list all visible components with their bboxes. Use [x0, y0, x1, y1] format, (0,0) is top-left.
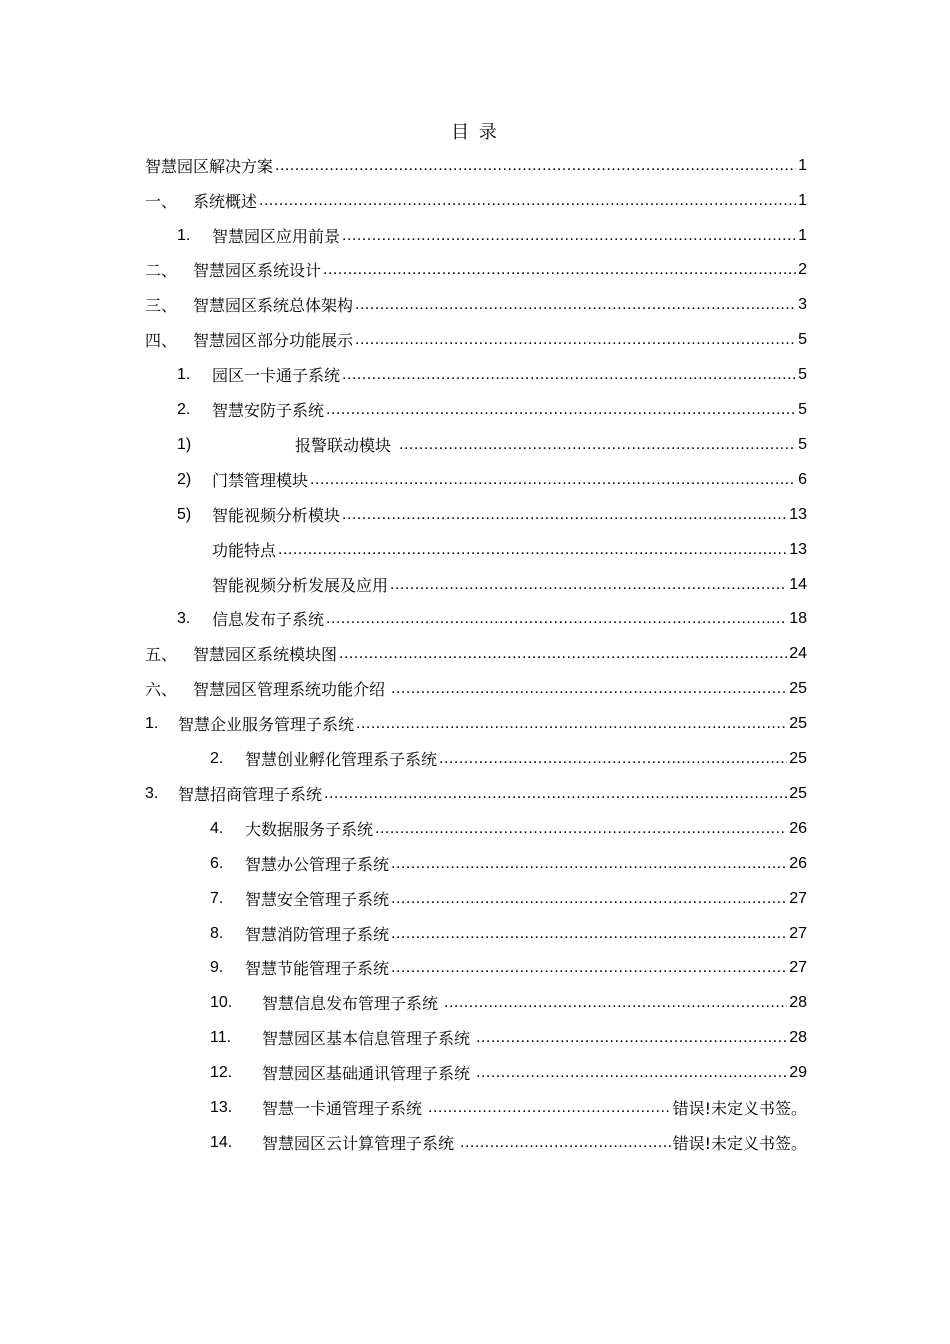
toc-entry-number: 6. — [210, 854, 224, 872]
toc-leader-dots — [439, 751, 787, 767]
toc-entry-title: 智慧园区应用前景 — [212, 227, 341, 246]
toc-entry-title: 园区一卡通子系统 — [212, 366, 341, 385]
toc-entry-number: 5) — [177, 505, 192, 523]
toc-entry-page: 13 — [789, 540, 807, 558]
toc-entry-number: 10. — [210, 993, 233, 1011]
toc-entry-title: 智慧园区基础通讯管理子系统 — [262, 1064, 471, 1083]
toc-entry-number: 11. — [210, 1028, 232, 1046]
toc-entry-title: 大数据服务子系统 — [245, 820, 374, 839]
toc-entry-page: 6 — [798, 470, 807, 488]
toc-entry-title: 智慧一卡通管理子系统 — [262, 1099, 423, 1118]
toc-entry-number: 2. — [210, 749, 224, 767]
toc-entry-title: 功能特点 — [212, 541, 277, 560]
toc-entry-number: 1. — [177, 365, 191, 383]
toc-leader-dots — [324, 786, 787, 802]
toc-leader-dots — [356, 716, 787, 732]
toc-entry-title: 智慧消防管理子系统 — [245, 925, 390, 944]
toc-entry-title: 智慧园区系统总体架构 — [193, 296, 354, 315]
toc-entry[interactable] — [145, 636, 807, 671]
toc-entry-page: 25 — [789, 714, 807, 732]
toc-entry[interactable] — [210, 1020, 807, 1055]
toc-entry-page: 25 — [789, 749, 807, 767]
toc-entry-page: 错误!未定义书签。 — [672, 1099, 807, 1118]
toc-leader-dots — [310, 472, 796, 488]
toc-entry-page: 5 — [798, 400, 807, 418]
toc-entry-page: 1 — [798, 191, 807, 209]
toc-entry-title: 智慧信息发布管理子系统 — [262, 994, 439, 1013]
toc-entry[interactable] — [212, 532, 807, 567]
toc-entry-number: 四、 — [145, 331, 178, 350]
toc-entry-title: 智慧安防子系统 — [212, 401, 325, 420]
toc-entry-number: 1. — [177, 226, 191, 244]
toc-entry-title: 智慧创业孵化管理系子系统 — [245, 750, 438, 769]
toc-leader-dots — [342, 367, 796, 383]
toc-entry-page: 5 — [798, 365, 807, 383]
toc-leader-dots — [391, 960, 787, 976]
toc-entry-page: 14 — [789, 575, 807, 593]
toc-entry-page: 3 — [798, 295, 807, 313]
toc-entry[interactable] — [145, 287, 807, 322]
toc-entry-page: 24 — [789, 644, 807, 662]
toc-entry-page: 错误!未定义书签。 — [672, 1134, 807, 1153]
toc-entry-title: 智慧招商管理子系统 — [178, 785, 323, 804]
toc-entry-page: 28 — [789, 993, 807, 1011]
toc-entry-number: 13. — [210, 1098, 233, 1116]
toc-entry-number: 3. — [177, 609, 191, 627]
toc-entry[interactable] — [210, 1125, 807, 1160]
toc-entry-page: 26 — [789, 819, 807, 837]
toc-entry-page: 25 — [789, 784, 807, 802]
toc-entry-title: 智慧节能管理子系统 — [245, 959, 390, 978]
toc-leader-dots — [391, 926, 787, 942]
toc-entry-title: 智能视频分析发展及应用 — [212, 576, 389, 595]
toc-entry-title: 报警联动模块 — [295, 436, 392, 455]
toc-entry-title: 智慧园区基本信息管理子系统 — [262, 1029, 471, 1048]
toc-entry-number: 一、 — [145, 192, 178, 211]
toc-entry[interactable] — [177, 218, 807, 253]
toc-entry-page: 27 — [789, 924, 807, 942]
toc-leader-dots — [278, 542, 787, 558]
toc-entry-page: 2 — [798, 260, 807, 278]
toc-entry-page: 25 — [789, 679, 807, 697]
toc-entry-number: 9. — [210, 958, 224, 976]
toc-entry[interactable] — [177, 357, 807, 392]
toc-entry-title: 智能视频分析模块 — [212, 506, 341, 525]
toc-entry[interactable] — [177, 462, 807, 497]
toc-leader-dots — [326, 611, 787, 627]
toc-leader-dots — [326, 402, 796, 418]
toc-leader-dots — [342, 507, 787, 523]
toc-entry-title: 智慧园区系统模块图 — [193, 645, 338, 664]
toc-entry-page: 13 — [789, 505, 807, 523]
toc-leader-dots — [342, 228, 796, 244]
toc-entry-number: 3. — [145, 784, 159, 802]
toc-entry-number: 7. — [210, 889, 224, 907]
toc-entry[interactable] — [145, 183, 807, 218]
toc-entry[interactable] — [210, 881, 807, 916]
toc-entry[interactable] — [210, 1055, 807, 1090]
toc-entry-title: 智慧园区云计算管理子系统 — [262, 1134, 455, 1153]
toc-entry-number: 1) — [177, 435, 192, 453]
toc-entry[interactable] — [145, 671, 807, 706]
toc-entry[interactable] — [210, 741, 807, 776]
toc-leader-dots — [476, 1065, 787, 1081]
toc-entry[interactable] — [145, 252, 807, 287]
toc-entry[interactable] — [210, 846, 807, 881]
toc-leader-dots — [259, 193, 796, 209]
toc-entry[interactable] — [177, 427, 807, 462]
toc-entry[interactable] — [145, 148, 807, 183]
toc-entry-number: 六、 — [145, 680, 178, 699]
toc-entry[interactable] — [210, 1090, 807, 1125]
toc-entry-title: 信息发布子系统 — [212, 610, 325, 629]
toc-heading: 目 录 — [451, 122, 499, 143]
toc-leader-dots — [391, 891, 787, 907]
toc-entry-number: 12. — [210, 1063, 233, 1081]
toc-entry-number: 二、 — [145, 261, 178, 280]
toc-entry-number: 2. — [177, 400, 191, 418]
toc-leader-dots — [355, 297, 796, 313]
toc-leader-dots — [476, 1030, 787, 1046]
toc-entry[interactable] — [145, 706, 807, 741]
toc-leader-dots — [399, 437, 796, 453]
toc-entry-page: 1 — [798, 156, 807, 174]
toc-entry[interactable] — [210, 916, 807, 951]
toc-entry[interactable] — [177, 601, 807, 636]
toc-leader-dots — [391, 681, 787, 697]
toc-entry-title: 智慧园区管理系统功能介绍 — [193, 680, 386, 699]
toc-entry-title: 门禁管理模块 — [212, 471, 309, 490]
toc-entry-page: 18 — [789, 609, 807, 627]
toc-entry-title: 智慧安全管理子系统 — [245, 890, 390, 909]
toc-entry[interactable] — [212, 567, 807, 602]
toc-entry-page: 1 — [798, 226, 807, 244]
toc-leader-dots — [390, 577, 787, 593]
toc-entry-number: 2) — [177, 470, 192, 488]
toc-entry[interactable] — [177, 392, 807, 427]
toc-entry-page: 29 — [789, 1063, 807, 1081]
toc-leader-dots — [428, 1100, 671, 1116]
toc-leader-dots — [391, 856, 787, 872]
toc-entry-page: 5 — [798, 435, 807, 453]
toc-entry-number: 8. — [210, 924, 224, 942]
toc-entry-page: 5 — [798, 330, 807, 348]
toc-entry-title: 智慧企业服务管理子系统 — [178, 715, 355, 734]
toc-entry[interactable] — [210, 950, 807, 985]
toc-leader-dots — [375, 821, 787, 837]
toc-entry-number: 三、 — [145, 296, 178, 315]
toc-entry-number: 五、 — [145, 645, 178, 664]
toc-entry-page: 27 — [789, 889, 807, 907]
toc-leader-dots — [460, 1135, 671, 1151]
toc-leader-dots — [355, 332, 796, 348]
toc-entry[interactable] — [177, 497, 807, 532]
toc-entry-number: 4. — [210, 819, 224, 837]
toc-entry-title: 智慧园区解决方案 — [145, 157, 274, 176]
toc-entry-page: 28 — [789, 1028, 807, 1046]
toc-entry-page: 27 — [789, 958, 807, 976]
toc-entry-number: 1. — [145, 714, 159, 732]
toc-entry-number: 14. — [210, 1133, 233, 1151]
toc-entry-page: 26 — [789, 854, 807, 872]
toc-entry-title: 智慧办公管理子系统 — [245, 855, 390, 874]
toc-entry[interactable] — [210, 811, 807, 846]
toc-leader-dots — [339, 646, 787, 662]
toc-entry-title: 智慧园区部分功能展示 — [193, 331, 354, 350]
toc-entry-title: 系统概述 — [193, 192, 258, 211]
toc-entry[interactable] — [145, 322, 807, 357]
toc-leader-dots — [275, 158, 796, 174]
toc-entry-title: 智慧园区系统设计 — [193, 261, 322, 280]
toc-leader-dots — [323, 262, 796, 278]
toc-entry[interactable] — [210, 985, 807, 1020]
toc-entry[interactable] — [145, 776, 807, 811]
toc-leader-dots — [444, 995, 787, 1011]
